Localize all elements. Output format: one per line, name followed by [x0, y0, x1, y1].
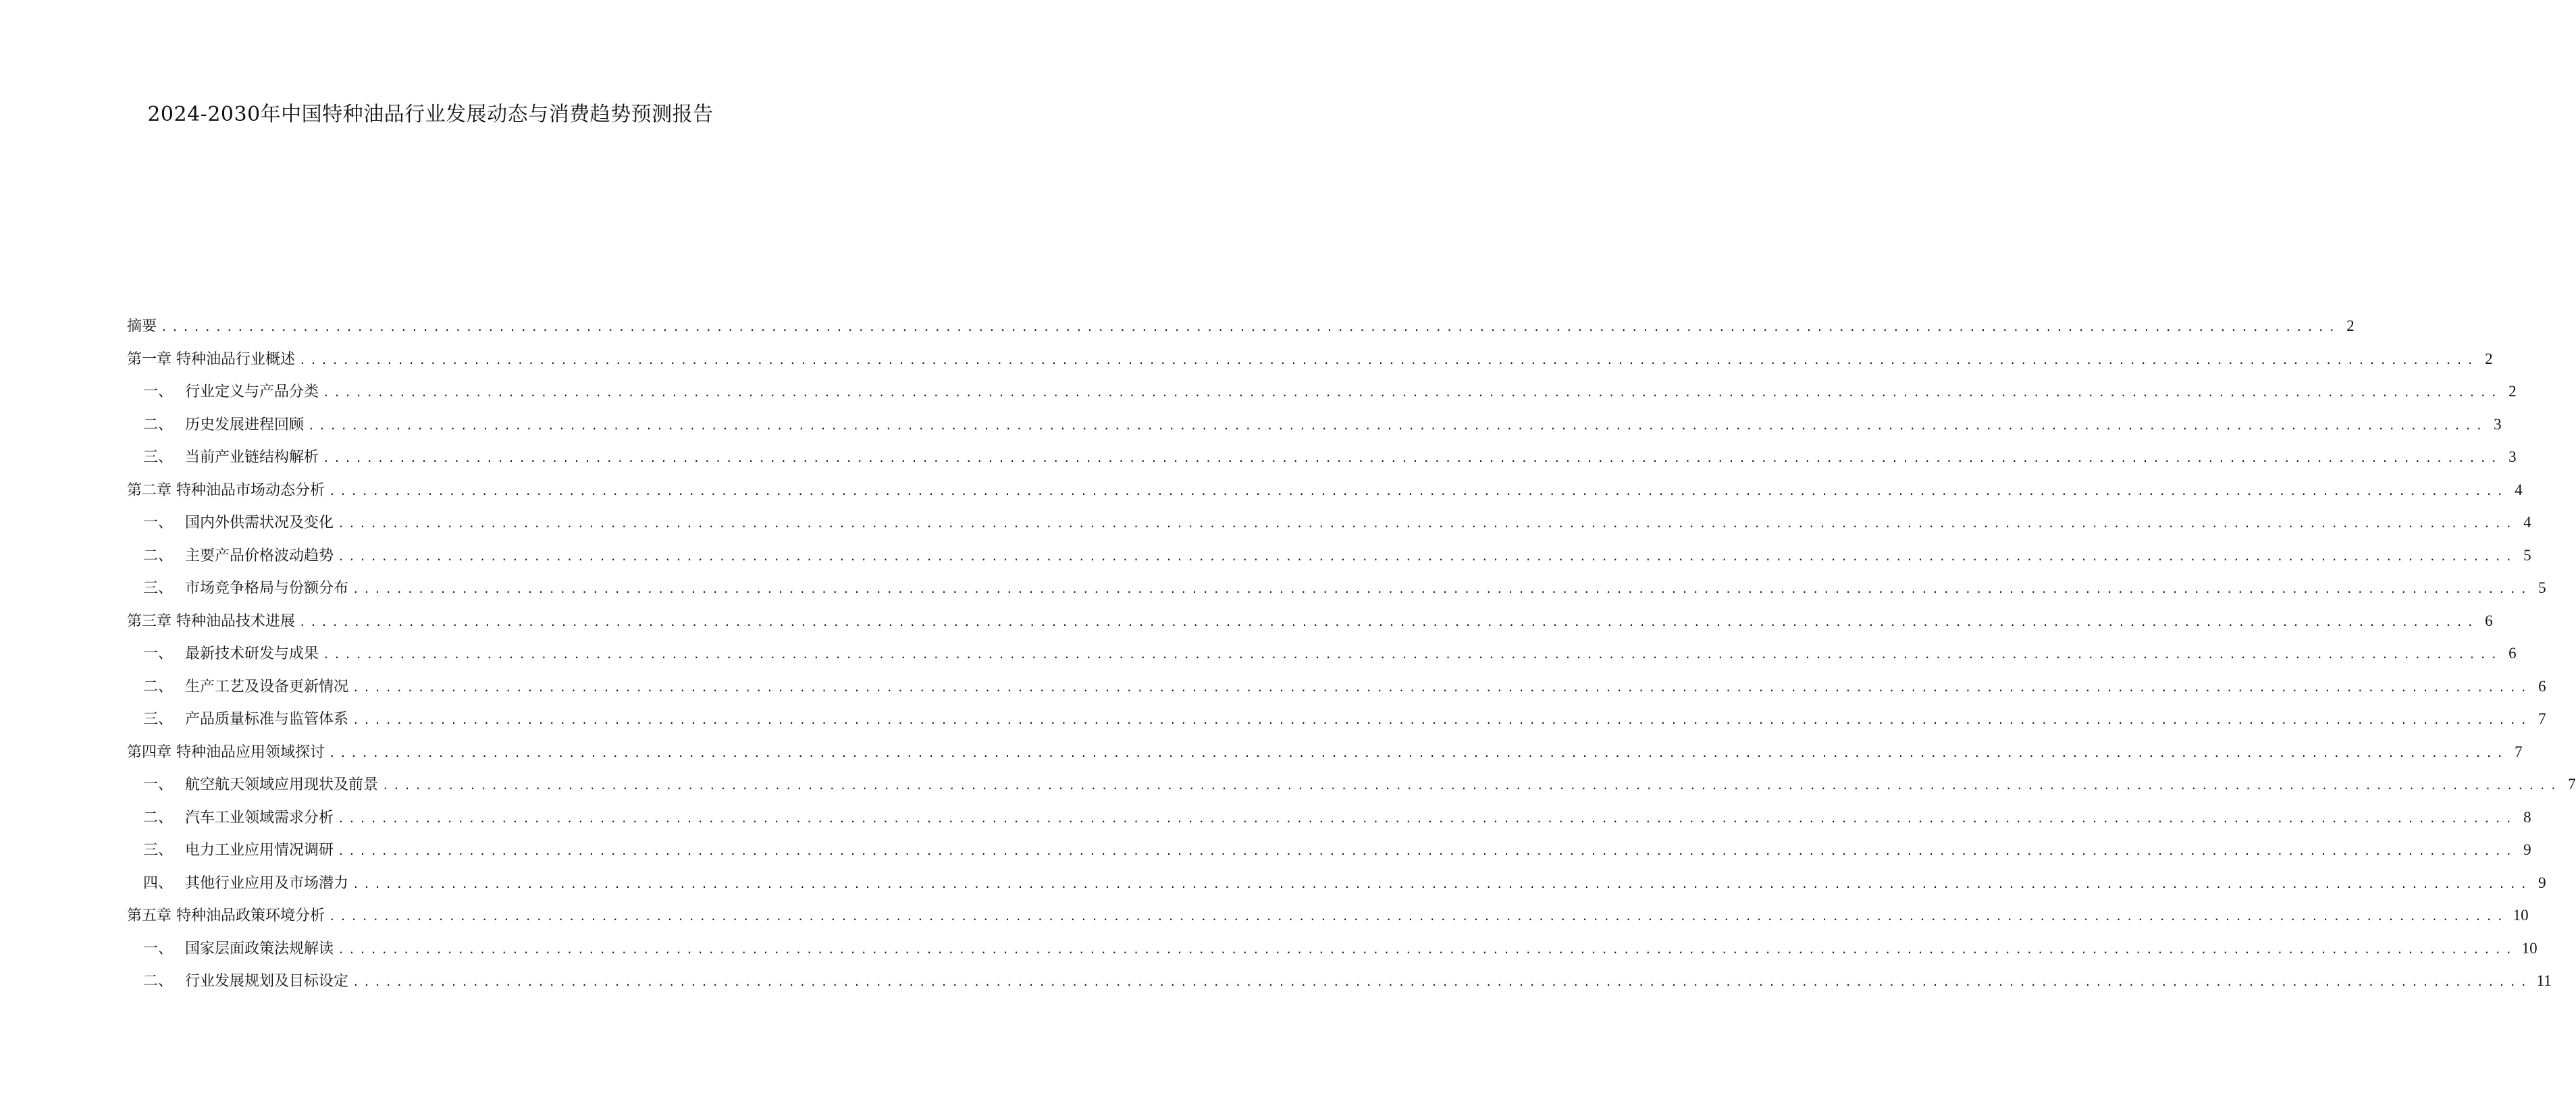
toc-entry-title: 第五章 特种油品政策环境分析	[127, 907, 325, 924]
toc-page-number: 4	[2515, 481, 2523, 498]
toc-entry-title: 电力工业应用情况调研	[185, 842, 334, 859]
toc-entry-title: 最新技术研发与成果	[185, 645, 319, 662]
toc-entry-number: 三、	[143, 580, 174, 597]
toc-entry[interactable]	[127, 677, 2546, 710]
toc-entry-number: 三、	[143, 711, 174, 728]
toc-entry-number: 一、	[143, 383, 174, 400]
toc-dot-leader: ........................................................................................................................................................................................................	[338, 812, 2517, 825]
toc-entry-number: 四、	[143, 874, 174, 892]
toc-entry-title: 行业发展规划及目标设定	[185, 973, 349, 990]
toc-page-number: 7	[2538, 710, 2546, 727]
toc-entry-number: 一、	[143, 514, 174, 531]
toc-entry-title: 第二章 特种油品市场动态分析	[127, 481, 325, 499]
toc-page-number: 5	[2538, 579, 2546, 596]
toc-entry[interactable]	[127, 316, 2355, 349]
toc-entry-title: 其他行业应用及市场潜力	[185, 874, 349, 892]
toc-page-number: 3	[2508, 448, 2517, 465]
toc-entry[interactable]	[127, 512, 2531, 546]
toc-page-number: 10	[2521, 939, 2538, 957]
toc-page-number: 8	[2523, 808, 2531, 826]
toc-entry[interactable]	[127, 480, 2523, 513]
toc-entry-title: 产品质量标准与监管体系	[185, 711, 349, 728]
toc-dot-leader: ........................................................................................................................................................................................................	[338, 550, 2517, 563]
toc-entry-number: 二、	[143, 973, 174, 990]
toc-entry-title: 国内外供需状况及变化	[185, 514, 334, 531]
toc-page-number: 2	[2485, 350, 2493, 367]
toc-entry-number: 二、	[143, 809, 174, 826]
toc-entry[interactable]	[127, 938, 2538, 972]
toc-page-number: 5	[2523, 546, 2531, 564]
toc-entry-number: 一、	[143, 940, 174, 957]
toc-dot-leader: ........................................................................................................................................................................................................	[329, 910, 2508, 923]
toc-entry[interactable]	[127, 807, 2531, 841]
toc-page-number: 4	[2523, 514, 2531, 531]
toc-page-number: 3	[2494, 415, 2502, 433]
toc-entry[interactable]	[127, 742, 2523, 775]
toc-entry-title: 生产工艺及设备更新情况	[185, 678, 349, 695]
document-title: 2024-2030年中国特种油品行业发展动态与消费趋势预测报告	[147, 103, 714, 126]
toc-page-number: 9	[2523, 841, 2531, 858]
toc-entry[interactable]	[127, 381, 2517, 415]
toc-dot-leader: ........................................................................................................................................................................................................	[338, 845, 2517, 857]
toc-entry-number: 一、	[143, 776, 174, 793]
toc-entry-title: 第三章 特种油品技术进展	[127, 612, 295, 630]
toc-dot-leader: ........................................................................................................................................................................................................	[161, 321, 2340, 334]
toc-entry-title: 汽车工业领域需求分析	[185, 809, 334, 826]
toc-entry[interactable]	[127, 447, 2517, 480]
toc-page-number: 10	[2513, 907, 2529, 924]
toc-page-number: 2	[2346, 317, 2355, 334]
toc-entry[interactable]	[127, 709, 2546, 742]
toc-entry[interactable]	[127, 905, 2529, 938]
toc-entry-title: 历史发展进程回顾	[185, 416, 305, 433]
toc-entry-number: 二、	[143, 547, 174, 564]
toc-page-number: 7	[2515, 743, 2523, 760]
toc-page-number: 9	[2538, 874, 2546, 891]
toc-entry-number: 三、	[143, 449, 174, 466]
toc-entry-title: 第四章 特种油品应用领域探讨	[127, 743, 325, 761]
toc-page-number: 7	[2568, 776, 2576, 793]
toc-entry-number: 三、	[143, 842, 174, 859]
toc-entry[interactable]	[127, 546, 2531, 579]
toc-entry-number: 一、	[143, 645, 174, 662]
toc-entry-title: 摘要	[127, 318, 157, 335]
toc-dot-leader: ........................................................................................................................................................................................................	[329, 746, 2508, 760]
toc-dot-leader: ........................................................................................................................................................................................................	[299, 615, 2478, 629]
toc-entry[interactable]	[127, 971, 2552, 1004]
toc-dot-leader: ........................................................................................................................................................................................................	[299, 353, 2478, 367]
toc-entry[interactable]	[127, 643, 2517, 677]
toc-entry[interactable]	[127, 415, 2502, 448]
toc-page-number: 6	[2485, 612, 2493, 629]
toc-dot-leader: ........................................................................................................................................................................................................	[323, 648, 2502, 661]
toc-entry-title: 主要产品价格波动趋势	[185, 547, 334, 564]
toc-dot-leader: ........................................................................................................................................................................................................	[382, 779, 2561, 792]
toc-dot-leader: ........................................................................................................................................................................................................	[338, 943, 2517, 956]
toc-dot-leader: ........................................................................................................................................................................................................	[323, 386, 2502, 399]
toc-entry-number: 二、	[143, 678, 174, 695]
toc-entry[interactable]	[127, 774, 2576, 807]
toc-entry-title: 第一章 特种油品行业概述	[127, 350, 295, 368]
toc-dot-leader: ........................................................................................................................................................................................................	[352, 681, 2531, 694]
table-of-contents	[127, 316, 2576, 1004]
toc-dot-leader: ........................................................................................................................................................................................................	[329, 484, 2508, 498]
toc-entry-title: 市场竞争格局与份额分布	[185, 580, 349, 597]
toc-dot-leader: ........................................................................................................................................................................................................	[352, 976, 2531, 988]
toc-dot-leader: ........................................................................................................................................................................................................	[352, 583, 2531, 595]
toc-dot-leader: ........................................................................................................................................................................................................	[338, 517, 2517, 530]
toc-entry[interactable]	[127, 578, 2546, 611]
toc-entry-title: 当前产业链结构解析	[185, 449, 319, 466]
toc-entry-title: 航空航天领域应用现状及前景	[185, 776, 379, 793]
toc-page-number: 6	[2538, 677, 2546, 695]
toc-entry[interactable]	[127, 611, 2493, 644]
toc-entry-title: 国家层面政策法规解读	[185, 940, 334, 957]
toc-dot-leader: ........................................................................................................................................................................................................	[308, 419, 2487, 432]
toc-dot-leader: ........................................................................................................................................................................................................	[352, 714, 2531, 726]
toc-page-number: 6	[2508, 645, 2517, 662]
toc-entry[interactable]	[127, 840, 2531, 873]
toc-page-number: 11	[2536, 972, 2552, 989]
toc-entry-title: 行业定义与产品分类	[185, 383, 319, 400]
toc-entry[interactable]	[127, 349, 2493, 382]
toc-entry[interactable]	[127, 873, 2546, 906]
toc-dot-leader: ........................................................................................................................................................................................................	[352, 877, 2531, 891]
toc-dot-leader: ........................................................................................................................................................................................................	[323, 452, 2502, 465]
toc-entry-number: 二、	[143, 416, 174, 433]
toc-page-number: 2	[2508, 383, 2517, 400]
